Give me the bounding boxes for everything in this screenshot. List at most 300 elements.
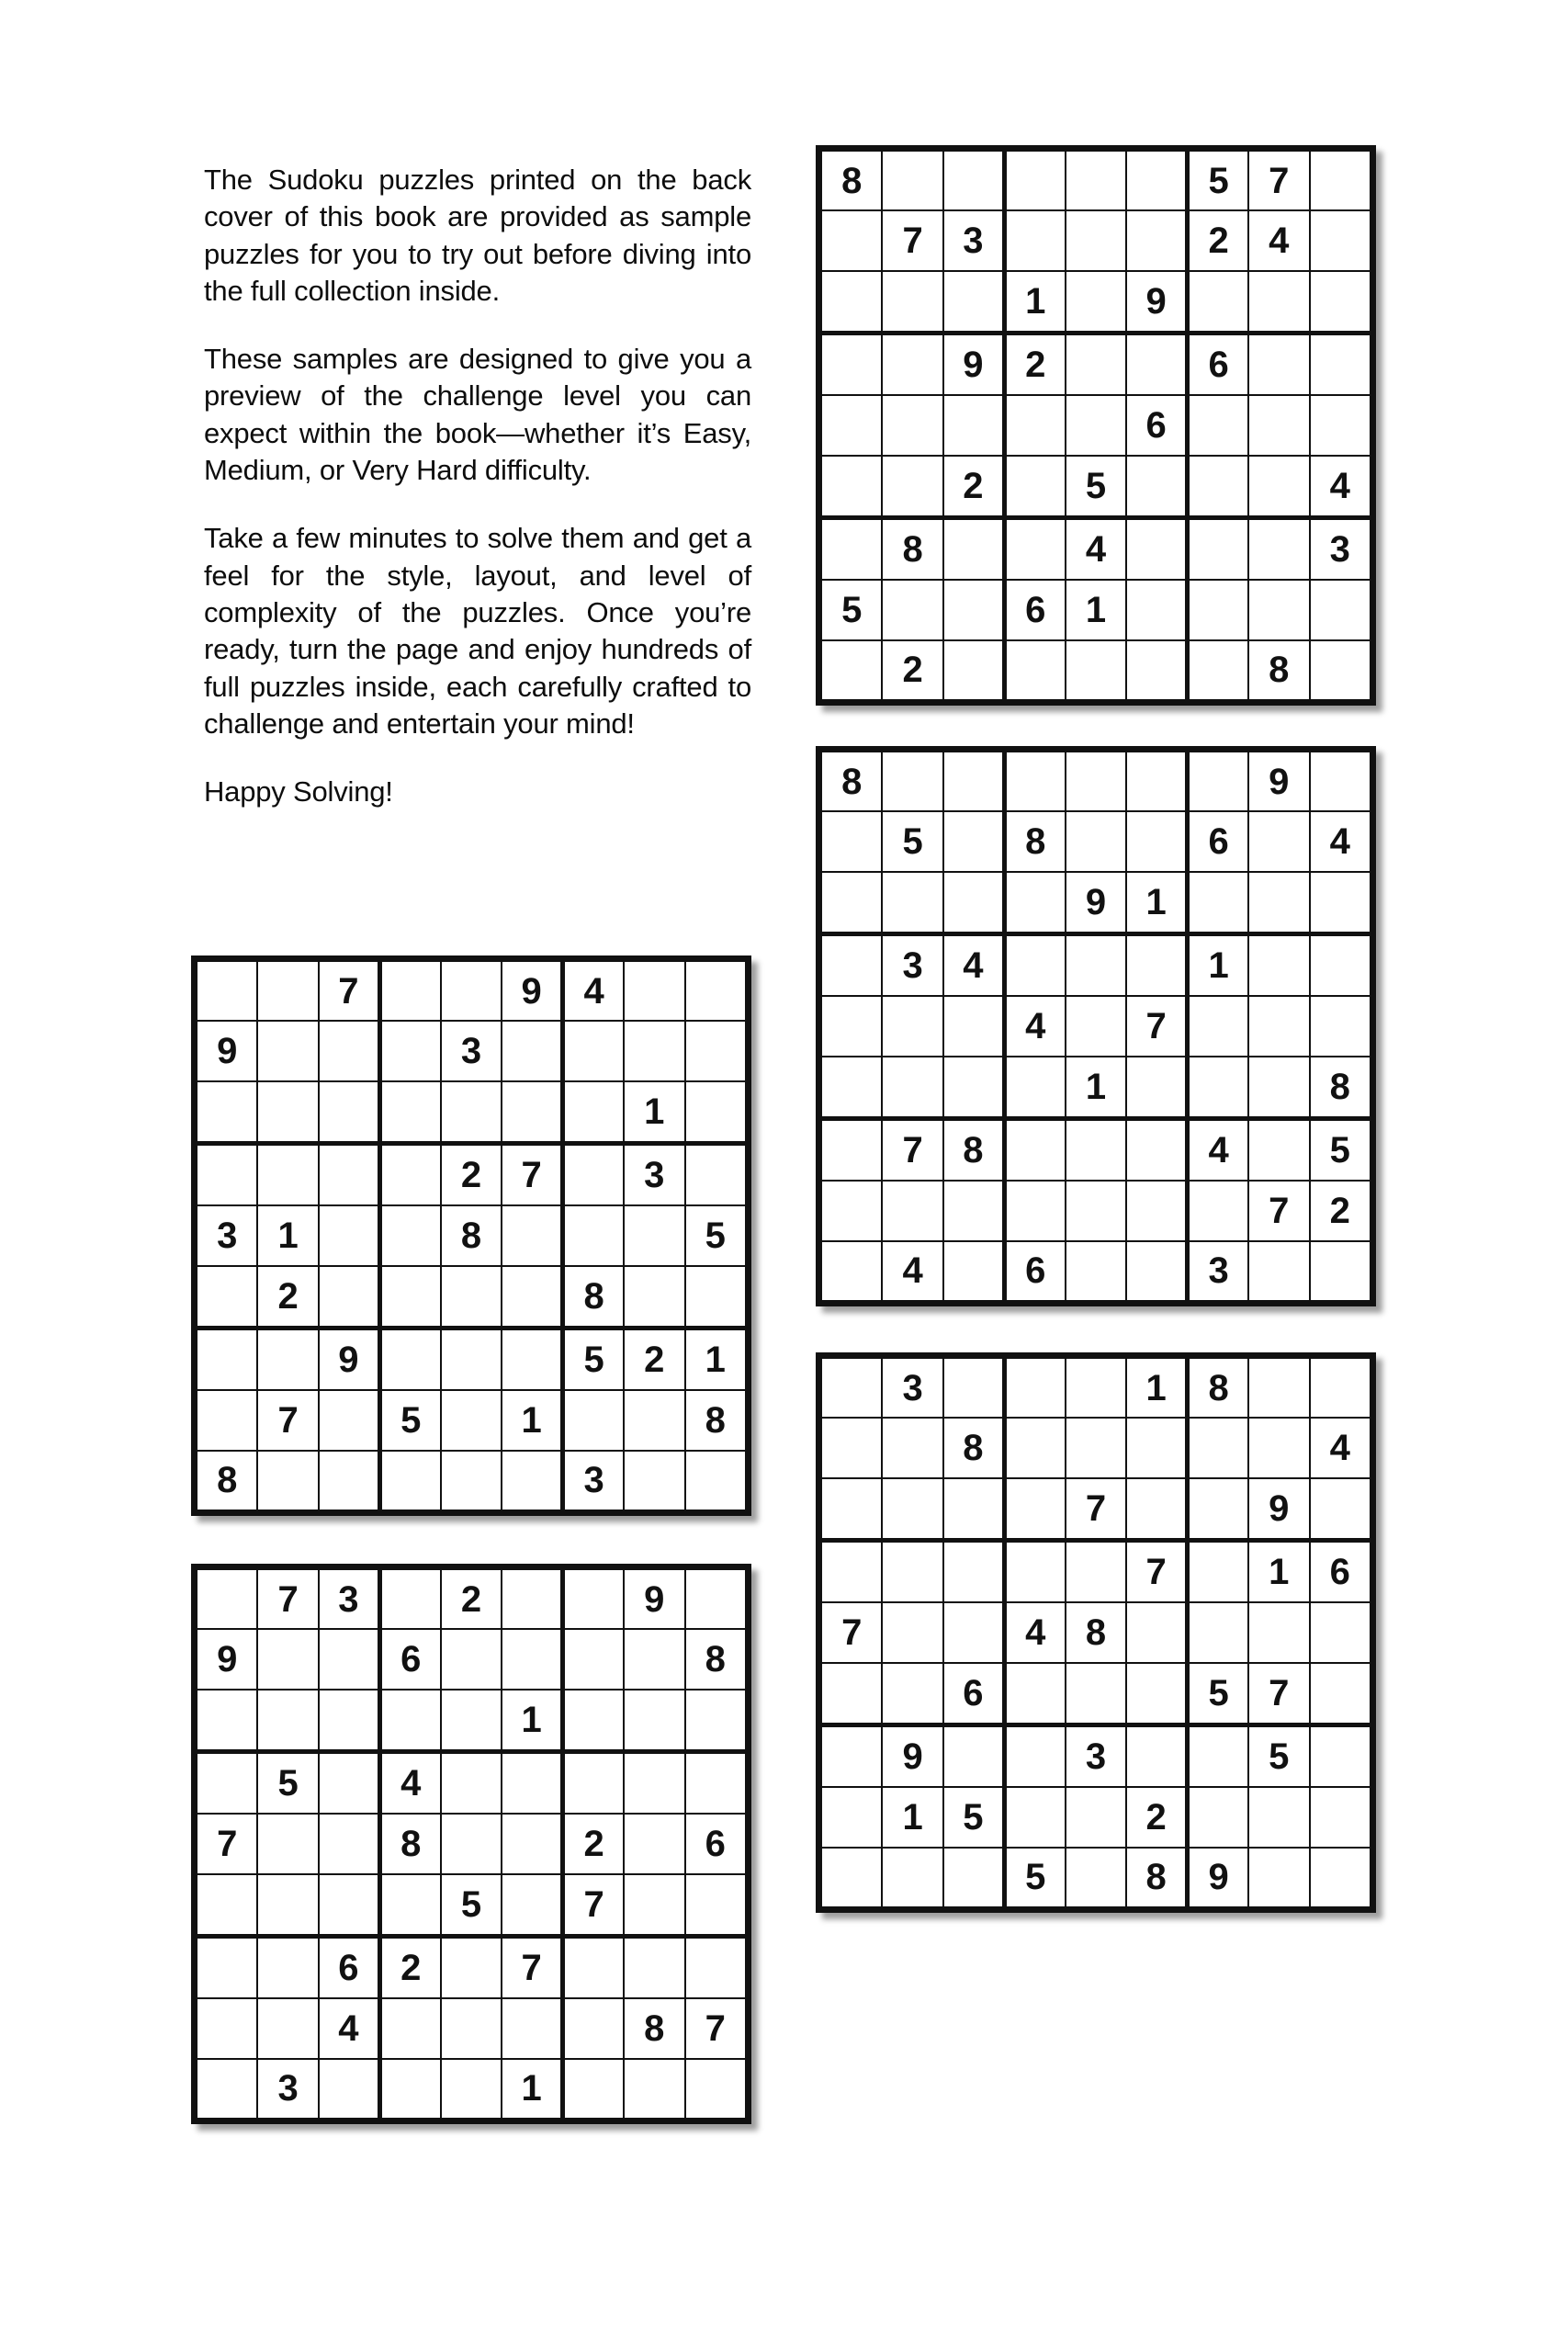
sudoku-cell[interactable]	[943, 1181, 1004, 1240]
sudoku-cell[interactable]	[1248, 271, 1309, 334]
sudoku-cell[interactable]	[624, 961, 684, 1021]
sudoku-cell[interactable]	[379, 2059, 440, 2119]
sudoku-cell[interactable]: 9	[197, 1629, 257, 1689]
sudoku-cell[interactable]	[1066, 1787, 1126, 1847]
sudoku-grid-left-1[interactable]	[191, 956, 751, 1516]
sudoku-cell[interactable]	[821, 1418, 882, 1477]
sudoku-cell[interactable]: 9	[197, 1021, 257, 1080]
sudoku-cell[interactable]	[1248, 996, 1309, 1056]
sudoku-cell[interactable]	[882, 1057, 942, 1119]
sudoku-cell[interactable]	[1066, 1848, 1126, 1907]
sudoku-cell[interactable]	[379, 1144, 440, 1206]
sudoku-cell[interactable]	[1188, 1181, 1248, 1240]
sudoku-cell[interactable]	[882, 456, 942, 518]
sudoku-cell[interactable]	[1188, 1541, 1248, 1603]
sudoku-cell[interactable]	[1066, 640, 1126, 700]
sudoku-cell[interactable]	[319, 1081, 379, 1144]
sudoku-cell[interactable]: 7	[882, 210, 942, 270]
sudoku-cell[interactable]	[943, 752, 1004, 811]
sudoku-cell[interactable]	[257, 1814, 318, 1873]
sudoku-cell[interactable]	[1310, 872, 1371, 934]
sudoku-cell[interactable]	[1126, 1478, 1187, 1541]
sudoku-cell[interactable]	[1310, 640, 1371, 700]
sudoku-cell[interactable]	[379, 1451, 440, 1510]
sudoku-cell[interactable]: 6	[1188, 811, 1248, 871]
sudoku-cell[interactable]	[1310, 1241, 1371, 1301]
sudoku-cell[interactable]	[1126, 151, 1187, 210]
sudoku-cell[interactable]	[624, 1874, 684, 1937]
sudoku-cell[interactable]	[563, 1205, 624, 1265]
sudoku-cell[interactable]	[821, 395, 882, 455]
sudoku-cell[interactable]	[882, 1663, 942, 1725]
sudoku-cell[interactable]	[882, 996, 942, 1056]
sudoku-cell[interactable]	[1310, 1602, 1371, 1662]
sudoku-cell[interactable]	[821, 210, 882, 270]
sudoku-cell[interactable]: 7	[197, 1814, 257, 1873]
sudoku-cell[interactable]	[319, 1451, 379, 1510]
sudoku-cell[interactable]	[1188, 395, 1248, 455]
sudoku-cell[interactable]: 2	[624, 1328, 684, 1390]
sudoku-cell[interactable]	[943, 1241, 1004, 1301]
sudoku-cell[interactable]: 3	[943, 210, 1004, 270]
sudoku-cell[interactable]	[624, 1266, 684, 1329]
sudoku-cell[interactable]	[1004, 1181, 1065, 1240]
sudoku-cell[interactable]	[1188, 1418, 1248, 1477]
sudoku-cell[interactable]: 9	[502, 961, 562, 1021]
sudoku-cell[interactable]	[1248, 934, 1309, 997]
sudoku-cell[interactable]	[502, 1814, 562, 1873]
sudoku-cell[interactable]	[319, 1814, 379, 1873]
sudoku-cell[interactable]	[1126, 580, 1187, 639]
sudoku-cell[interactable]: 5	[257, 1752, 318, 1815]
sudoku-cell[interactable]	[1004, 1358, 1065, 1418]
sudoku-cell[interactable]	[943, 395, 1004, 455]
sudoku-cell[interactable]	[624, 1629, 684, 1689]
sudoku-cell[interactable]	[1126, 1724, 1187, 1787]
sudoku-cell[interactable]	[1004, 395, 1065, 455]
sudoku-cell[interactable]: 8	[882, 517, 942, 580]
sudoku-cell[interactable]: 8	[821, 151, 882, 210]
sudoku-cell[interactable]	[943, 1602, 1004, 1662]
sudoku-cell[interactable]: 8	[1066, 1602, 1126, 1662]
sudoku-cell[interactable]: 7	[502, 1144, 562, 1206]
sudoku-cell[interactable]: 3	[1066, 1724, 1126, 1787]
sudoku-cell[interactable]	[502, 1205, 562, 1265]
sudoku-cell[interactable]	[624, 1021, 684, 1080]
sudoku-cell[interactable]	[685, 1569, 747, 1629]
sudoku-cell[interactable]	[1066, 1241, 1126, 1301]
sudoku-cell[interactable]	[882, 872, 942, 934]
sudoku-cell[interactable]	[821, 1663, 882, 1725]
sudoku-cell[interactable]: 6	[943, 1663, 1004, 1725]
sudoku-cell[interactable]	[197, 961, 257, 1021]
sudoku-cell[interactable]	[821, 1118, 882, 1181]
sudoku-cell[interactable]	[379, 1690, 440, 1752]
sudoku-cell[interactable]: 7	[319, 961, 379, 1021]
sudoku-cell[interactable]	[1310, 395, 1371, 455]
sudoku-cell[interactable]	[1004, 872, 1065, 934]
sudoku-cell[interactable]: 8	[685, 1629, 747, 1689]
sudoku-cell[interactable]: 2	[563, 1814, 624, 1873]
sudoku-cell[interactable]	[821, 640, 882, 700]
sudoku-cell[interactable]	[379, 1266, 440, 1329]
sudoku-cell[interactable]: 8	[821, 752, 882, 811]
sudoku-cell[interactable]: 5	[441, 1874, 502, 1937]
sudoku-cell[interactable]	[1248, 1418, 1309, 1477]
sudoku-cell[interactable]: 7	[821, 1602, 882, 1662]
sudoku-cell[interactable]	[943, 1358, 1004, 1418]
sudoku-cell[interactable]	[502, 1629, 562, 1689]
sudoku-cell[interactable]	[882, 334, 942, 396]
sudoku-cell[interactable]: 9	[1248, 1478, 1309, 1541]
sudoku-cell[interactable]: 8	[1310, 1057, 1371, 1119]
sudoku-cell[interactable]: 4	[563, 961, 624, 1021]
sudoku-cell[interactable]	[257, 1874, 318, 1937]
sudoku-cell[interactable]	[1004, 1478, 1065, 1541]
sudoku-cell[interactable]: 2	[1188, 210, 1248, 270]
sudoku-cell[interactable]	[1248, 1848, 1309, 1907]
sudoku-cell[interactable]	[1248, 1118, 1309, 1181]
sudoku-cell[interactable]: 8	[1188, 1358, 1248, 1418]
sudoku-cell[interactable]: 1	[1188, 934, 1248, 997]
sudoku-cell[interactable]: 9	[943, 334, 1004, 396]
sudoku-cell[interactable]	[563, 1021, 624, 1080]
sudoku-cell[interactable]	[319, 1874, 379, 1937]
sudoku-cell[interactable]: 5	[1066, 456, 1126, 518]
sudoku-cell[interactable]	[197, 1266, 257, 1329]
sudoku-cell[interactable]: 8	[379, 1814, 440, 1873]
sudoku-cell[interactable]	[821, 456, 882, 518]
sudoku-cell[interactable]: 1	[1126, 872, 1187, 934]
sudoku-cell[interactable]	[319, 1629, 379, 1689]
sudoku-cell[interactable]	[1004, 1787, 1065, 1847]
sudoku-cell[interactable]	[441, 961, 502, 1021]
sudoku-cell[interactable]	[257, 1629, 318, 1689]
sudoku-cell[interactable]	[685, 1690, 747, 1752]
sudoku-cell[interactable]	[319, 1205, 379, 1265]
sudoku-cell[interactable]	[1188, 752, 1248, 811]
sudoku-cell[interactable]	[441, 1390, 502, 1450]
sudoku-cell[interactable]	[685, 1144, 747, 1206]
sudoku-cell[interactable]	[319, 1266, 379, 1329]
sudoku-cell[interactable]	[821, 1848, 882, 1907]
sudoku-cell[interactable]: 2	[441, 1144, 502, 1206]
sudoku-cell[interactable]	[943, 811, 1004, 871]
sudoku-cell[interactable]	[319, 1021, 379, 1080]
sudoku-grid-right-2[interactable]	[816, 746, 1376, 1306]
sudoku-cell[interactable]	[1126, 1418, 1187, 1477]
sudoku-cell[interactable]: 8	[943, 1118, 1004, 1181]
sudoku-cell[interactable]	[379, 1205, 440, 1265]
sudoku-cell[interactable]: 7	[1126, 996, 1187, 1056]
sudoku-cell[interactable]	[1310, 1848, 1371, 1907]
sudoku-cell[interactable]	[1004, 1724, 1065, 1787]
sudoku-cell[interactable]: 7	[1066, 1478, 1126, 1541]
sudoku-cell[interactable]	[685, 961, 747, 1021]
sudoku-cell[interactable]	[1066, 151, 1126, 210]
sudoku-cell[interactable]	[1066, 210, 1126, 270]
sudoku-cell[interactable]	[821, 1057, 882, 1119]
sudoku-cell[interactable]	[502, 1569, 562, 1629]
sudoku-grid-right-1[interactable]	[816, 145, 1376, 706]
sudoku-cell[interactable]	[257, 1021, 318, 1080]
sudoku-cell[interactable]	[882, 1541, 942, 1603]
sudoku-cell[interactable]	[441, 2059, 502, 2119]
sudoku-cell[interactable]: 3	[257, 2059, 318, 2119]
sudoku-cell[interactable]	[821, 334, 882, 396]
sudoku-cell[interactable]	[1248, 334, 1309, 396]
sudoku-cell[interactable]	[1188, 580, 1248, 639]
sudoku-cell[interactable]	[319, 1690, 379, 1752]
sudoku-cell[interactable]: 1	[624, 1081, 684, 1144]
sudoku-cell[interactable]: 8	[563, 1266, 624, 1329]
sudoku-cell[interactable]	[502, 1874, 562, 1937]
sudoku-cell[interactable]	[882, 1181, 942, 1240]
sudoku-cell[interactable]	[441, 1451, 502, 1510]
sudoku-cell[interactable]	[197, 1390, 257, 1450]
sudoku-cell[interactable]: 3	[624, 1144, 684, 1206]
sudoku-cell[interactable]	[1310, 752, 1371, 811]
sudoku-cell[interactable]: 9	[1126, 271, 1187, 334]
sudoku-cell[interactable]: 2	[257, 1266, 318, 1329]
sudoku-cell[interactable]: 5	[1188, 151, 1248, 210]
sudoku-cell[interactable]	[1248, 395, 1309, 455]
sudoku-cell[interactable]: 9	[1188, 1848, 1248, 1907]
sudoku-cell[interactable]	[563, 1752, 624, 1815]
sudoku-cell[interactable]	[441, 1998, 502, 2058]
sudoku-cell[interactable]	[1310, 271, 1371, 334]
sudoku-cell[interactable]: 6	[1188, 334, 1248, 396]
sudoku-cell[interactable]	[1126, 334, 1187, 396]
sudoku-cell[interactable]: 6	[1004, 1241, 1065, 1301]
sudoku-cell[interactable]	[882, 1602, 942, 1662]
sudoku-cell[interactable]	[1066, 996, 1126, 1056]
sudoku-cell[interactable]	[1126, 456, 1187, 518]
sudoku-cell[interactable]	[563, 1569, 624, 1629]
sudoku-cell[interactable]	[1126, 1663, 1187, 1725]
sudoku-cell[interactable]	[319, 1144, 379, 1206]
sudoku-cell[interactable]	[1004, 456, 1065, 518]
sudoku-cell[interactable]: 6	[1126, 395, 1187, 455]
sudoku-cell[interactable]: 4	[882, 1241, 942, 1301]
sudoku-cell[interactable]	[821, 1478, 882, 1541]
sudoku-cell[interactable]	[821, 934, 882, 997]
sudoku-cell[interactable]	[197, 1998, 257, 2058]
sudoku-cell[interactable]: 1	[1004, 271, 1065, 334]
sudoku-cell[interactable]	[257, 1081, 318, 1144]
sudoku-cell[interactable]	[821, 1541, 882, 1603]
sudoku-cell[interactable]: 2	[943, 456, 1004, 518]
sudoku-grid-right-3[interactable]	[816, 1352, 1376, 1913]
sudoku-cell[interactable]	[1248, 1602, 1309, 1662]
sudoku-cell[interactable]	[1248, 580, 1309, 639]
sudoku-cell[interactable]: 4	[1310, 811, 1371, 871]
sudoku-cell[interactable]	[1126, 934, 1187, 997]
sudoku-cell[interactable]	[1310, 1787, 1371, 1847]
sudoku-cell[interactable]	[1188, 996, 1248, 1056]
sudoku-cell[interactable]	[502, 1081, 562, 1144]
sudoku-cell[interactable]: 1	[1248, 1541, 1309, 1603]
sudoku-cell[interactable]	[563, 1690, 624, 1752]
sudoku-cell[interactable]	[257, 1328, 318, 1390]
sudoku-cell[interactable]: 4	[1188, 1118, 1248, 1181]
sudoku-cell[interactable]	[1310, 934, 1371, 997]
sudoku-cell[interactable]	[1310, 334, 1371, 396]
sudoku-cell[interactable]: 5	[685, 1205, 747, 1265]
sudoku-cell[interactable]: 8	[441, 1205, 502, 1265]
sudoku-cell[interactable]	[563, 1081, 624, 1144]
sudoku-cell[interactable]	[1248, 1241, 1309, 1301]
sudoku-cell[interactable]	[624, 1936, 684, 1998]
sudoku-cell[interactable]	[1066, 334, 1126, 396]
sudoku-cell[interactable]	[1004, 1418, 1065, 1477]
sudoku-cell[interactable]	[943, 996, 1004, 1056]
sudoku-cell[interactable]	[1188, 456, 1248, 518]
sudoku-cell[interactable]: 3	[441, 1021, 502, 1080]
sudoku-cell[interactable]	[1004, 517, 1065, 580]
sudoku-cell[interactable]	[1188, 640, 1248, 700]
sudoku-cell[interactable]: 5	[943, 1787, 1004, 1847]
sudoku-cell[interactable]	[1310, 1724, 1371, 1787]
sudoku-cell[interactable]	[197, 1690, 257, 1752]
sudoku-cell[interactable]	[943, 580, 1004, 639]
sudoku-cell[interactable]	[1126, 210, 1187, 270]
sudoku-cell[interactable]	[1066, 1541, 1126, 1603]
sudoku-cell[interactable]: 4	[943, 934, 1004, 997]
sudoku-cell[interactable]	[624, 1752, 684, 1815]
sudoku-cell[interactable]: 7	[1248, 1663, 1309, 1725]
sudoku-cell[interactable]	[1004, 1118, 1065, 1181]
sudoku-cell[interactable]	[1248, 1057, 1309, 1119]
sudoku-cell[interactable]	[1310, 1663, 1371, 1725]
sudoku-cell[interactable]	[943, 1724, 1004, 1787]
sudoku-cell[interactable]	[197, 2059, 257, 2119]
sudoku-cell[interactable]	[502, 1752, 562, 1815]
sudoku-cell[interactable]	[1248, 811, 1309, 871]
sudoku-cell[interactable]: 3	[197, 1205, 257, 1265]
sudoku-cell[interactable]	[685, 1021, 747, 1080]
sudoku-cell[interactable]: 7	[1248, 151, 1309, 210]
sudoku-cell[interactable]	[379, 1998, 440, 2058]
sudoku-cell[interactable]	[1004, 210, 1065, 270]
sudoku-cell[interactable]	[441, 1081, 502, 1144]
sudoku-cell[interactable]: 5	[1004, 1848, 1065, 1907]
sudoku-cell[interactable]: 4	[319, 1998, 379, 2058]
sudoku-cell[interactable]	[379, 1081, 440, 1144]
sudoku-cell[interactable]	[821, 1358, 882, 1418]
sudoku-cell[interactable]	[1188, 1724, 1248, 1787]
sudoku-cell[interactable]	[943, 1541, 1004, 1603]
sudoku-cell[interactable]	[257, 1998, 318, 2058]
sudoku-cell[interactable]	[1126, 1181, 1187, 1240]
sudoku-cell[interactable]	[1188, 872, 1248, 934]
sudoku-cell[interactable]	[1066, 1358, 1126, 1418]
sudoku-cell[interactable]: 1	[1066, 580, 1126, 639]
sudoku-cell[interactable]	[1188, 271, 1248, 334]
sudoku-cell[interactable]	[821, 1724, 882, 1787]
sudoku-cell[interactable]: 6	[1310, 1541, 1371, 1603]
sudoku-cell[interactable]	[1126, 517, 1187, 580]
sudoku-cell[interactable]: 1	[502, 1690, 562, 1752]
sudoku-cell[interactable]	[685, 1451, 747, 1510]
sudoku-cell[interactable]	[379, 1874, 440, 1937]
sudoku-cell[interactable]: 5	[1310, 1118, 1371, 1181]
sudoku-cell[interactable]	[1066, 811, 1126, 871]
sudoku-cell[interactable]: 9	[882, 1724, 942, 1787]
sudoku-cell[interactable]	[1126, 1118, 1187, 1181]
sudoku-cell[interactable]: 4	[1310, 456, 1371, 518]
sudoku-cell[interactable]: 5	[882, 811, 942, 871]
sudoku-cell[interactable]: 9	[624, 1569, 684, 1629]
sudoku-cell[interactable]	[1126, 1241, 1187, 1301]
sudoku-cell[interactable]: 8	[1004, 811, 1065, 871]
sudoku-cell[interactable]	[1188, 1602, 1248, 1662]
sudoku-cell[interactable]: 8	[1248, 640, 1309, 700]
sudoku-cell[interactable]	[1188, 1057, 1248, 1119]
sudoku-cell[interactable]: 4	[1004, 1602, 1065, 1662]
sudoku-cell[interactable]	[441, 1266, 502, 1329]
sudoku-cell[interactable]: 3	[882, 934, 942, 997]
sudoku-cell[interactable]: 7	[1248, 1181, 1309, 1240]
sudoku-cell[interactable]	[563, 1936, 624, 1998]
sudoku-cell[interactable]	[1248, 1358, 1309, 1418]
sudoku-cell[interactable]	[1126, 811, 1187, 871]
sudoku-cell[interactable]: 1	[502, 1390, 562, 1450]
sudoku-cell[interactable]	[379, 1328, 440, 1390]
sudoku-cell[interactable]	[1004, 752, 1065, 811]
sudoku-cell[interactable]	[882, 271, 942, 334]
sudoku-cell[interactable]	[1066, 1181, 1126, 1240]
sudoku-cell[interactable]: 9	[1248, 752, 1309, 811]
sudoku-cell[interactable]	[882, 580, 942, 639]
sudoku-cell[interactable]: 6	[1004, 580, 1065, 639]
sudoku-cell[interactable]	[821, 1181, 882, 1240]
sudoku-cell[interactable]	[1004, 1057, 1065, 1119]
sudoku-cell[interactable]	[379, 1021, 440, 1080]
sudoku-cell[interactable]	[685, 2059, 747, 2119]
sudoku-cell[interactable]	[1248, 456, 1309, 518]
sudoku-cell[interactable]	[1126, 752, 1187, 811]
sudoku-cell[interactable]	[1248, 1787, 1309, 1847]
sudoku-cell[interactable]	[502, 1021, 562, 1080]
sudoku-cell[interactable]: 7	[257, 1390, 318, 1450]
sudoku-cell[interactable]	[624, 2059, 684, 2119]
sudoku-cell[interactable]	[257, 1144, 318, 1206]
sudoku-cell[interactable]	[1066, 271, 1126, 334]
sudoku-cell[interactable]	[1248, 517, 1309, 580]
sudoku-cell[interactable]	[821, 1787, 882, 1847]
sudoku-cell[interactable]	[1310, 580, 1371, 639]
sudoku-cell[interactable]: 1	[1066, 1057, 1126, 1119]
sudoku-cell[interactable]: 2	[441, 1569, 502, 1629]
sudoku-cell[interactable]	[197, 1569, 257, 1629]
sudoku-cell[interactable]	[1126, 1602, 1187, 1662]
sudoku-cell[interactable]	[1126, 1057, 1187, 1119]
sudoku-cell[interactable]	[1004, 151, 1065, 210]
sudoku-cell[interactable]	[624, 1451, 684, 1510]
sudoku-cell[interactable]: 9	[319, 1328, 379, 1390]
sudoku-cell[interactable]: 8	[943, 1418, 1004, 1477]
sudoku-cell[interactable]	[1310, 1478, 1371, 1541]
sudoku-cell[interactable]: 4	[1066, 517, 1126, 580]
sudoku-cell[interactable]: 8	[685, 1390, 747, 1450]
sudoku-cell[interactable]	[502, 1328, 562, 1390]
sudoku-cell[interactable]	[197, 1081, 257, 1144]
sudoku-cell[interactable]	[1310, 151, 1371, 210]
sudoku-cell[interactable]	[943, 640, 1004, 700]
sudoku-cell[interactable]	[1188, 1787, 1248, 1847]
sudoku-cell[interactable]: 9	[1066, 872, 1126, 934]
